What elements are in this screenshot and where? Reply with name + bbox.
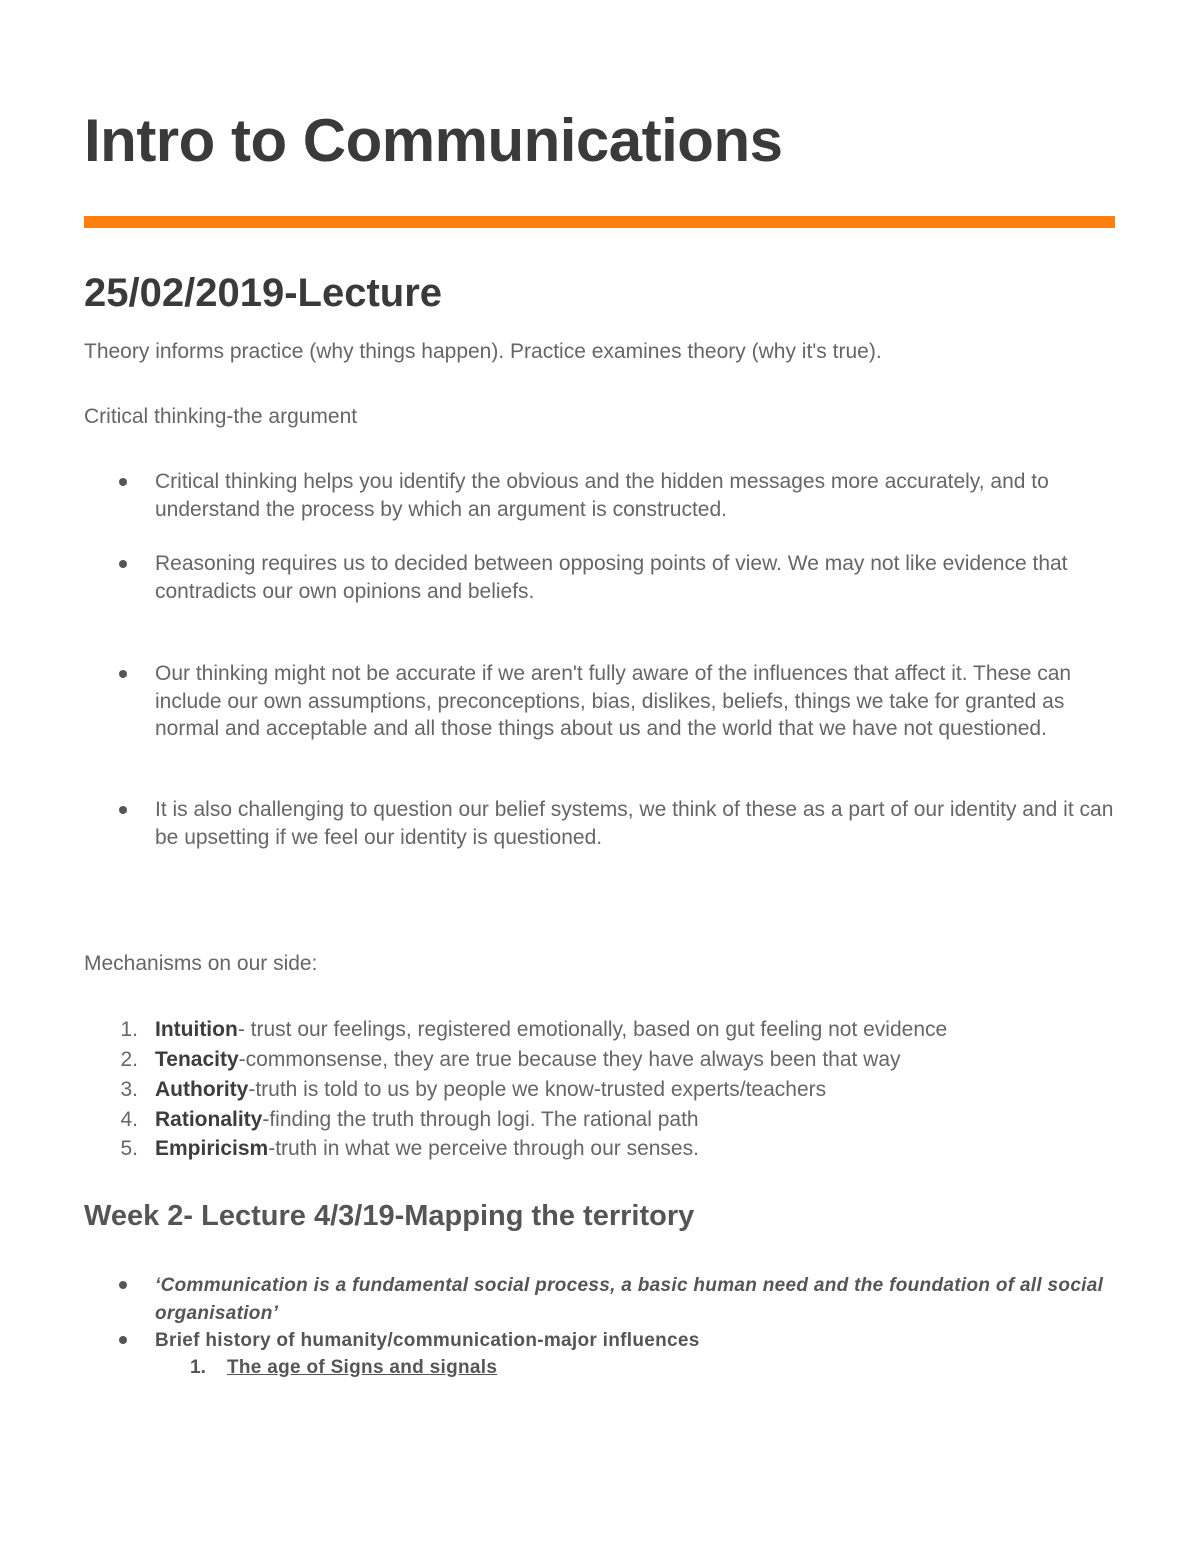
- list-number: 1.: [120, 1018, 138, 1041]
- mechanism-item: [155, 1015, 947, 1044]
- bullet-dot: [119, 1336, 127, 1344]
- mechanism-desc: -finding the truth through logi. The rational path: [262, 1108, 699, 1131]
- mechanism-term: Intuition: [155, 1018, 238, 1041]
- list-item: Reasoning requires us to decided between opposing points of view. We may not like evidence that contradicts our own opinions and beliefs.: [155, 552, 1068, 603]
- mechanism-term: Authority: [155, 1078, 249, 1101]
- mechanism-item: [155, 1134, 699, 1163]
- mechanism-desc: -truth is told to us by people we know-trusted experts/teachers: [248, 1078, 827, 1101]
- list-item: Our thinking might not be accurate if we aren't fully aware of the influences that affect it. These can include our own assumptions, preconceptions, bias, dislikes, beliefs, things we take for granted as normal and acceptable and all those things about us and the world that we have not questioned.: [155, 662, 1072, 740]
- bullet-dot: [119, 670, 127, 678]
- title-underline-rule: [84, 216, 1115, 228]
- mechanism-term: Empiricism: [155, 1137, 269, 1160]
- bullet-dot: [119, 478, 127, 486]
- week2-heading: Week 2- Lecture 4/3/19-Mapping the territory: [84, 1200, 695, 1232]
- bullet-dot: [119, 806, 127, 814]
- mechanism-desc: - trust our feelings, registered emotionally, based on gut feeling not evidence: [237, 1018, 948, 1041]
- list-number: 5.: [120, 1137, 138, 1160]
- intro-paragraph: Theory informs practice (why things happen). Practice examines theory (why it's true).: [84, 340, 882, 363]
- mechanism-desc: -truth in what we perceive through our senses.: [268, 1137, 699, 1160]
- sub-list-number: 1.: [190, 1357, 206, 1378]
- list-item: It is also challenging to question our belief systems, we think of these as a part of our identity and it can be upsetting if we feel our identity is questioned.: [155, 798, 1114, 849]
- critical-thinking-label: Critical thinking-the argument: [84, 405, 358, 428]
- list-number: 4.: [120, 1108, 138, 1131]
- list-item: Critical thinking helps you identify the obvious and the hidden messages more accurately, and to understand the process by which an argument is constructed.: [155, 470, 1049, 521]
- lecture-heading: 25/02/2019-Lecture: [84, 271, 443, 315]
- bullet-dot: [119, 1281, 127, 1289]
- list-number: 3.: [120, 1078, 138, 1101]
- list-number: 2.: [120, 1048, 138, 1071]
- mechanism-item: [155, 1045, 901, 1074]
- mechanism-item: [155, 1075, 826, 1104]
- document-title: Intro to Communications: [84, 107, 783, 174]
- mechanisms-label: Mechanisms on our side:: [84, 952, 318, 975]
- mechanism-term: Rationality: [155, 1108, 263, 1131]
- mechanism-term: Tenacity: [155, 1048, 239, 1071]
- bullet-dot: [119, 560, 127, 568]
- history-item: Brief history of humanity/communication-major influences: [155, 1330, 700, 1351]
- mechanism-item: [155, 1105, 699, 1134]
- sub-list-item: The age of Signs and signals: [227, 1357, 498, 1378]
- quote-item: ‘Communication is a fundamental social process, a basic human need and the foundation of all social organisation’: [155, 1275, 1104, 1324]
- mechanism-desc: -commonsense, they are true because they have always been that way: [238, 1048, 901, 1071]
